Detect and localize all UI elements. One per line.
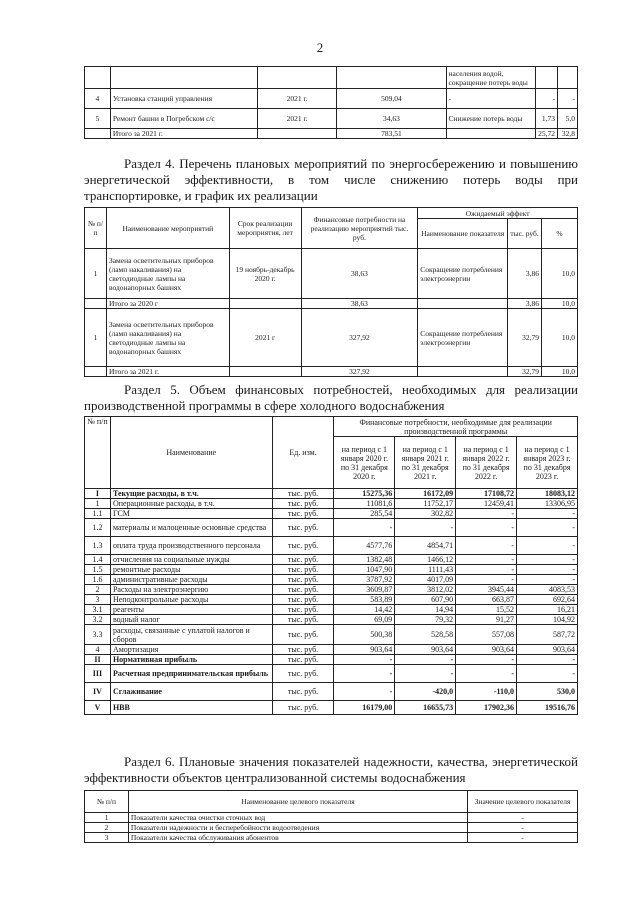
cell-unit: тыс. руб.: [272, 509, 334, 519]
cell-value-2020: 3609,87: [334, 585, 395, 595]
cell-indicator: -: [446, 89, 536, 109]
cell-value-2023: 692,64: [517, 595, 578, 605]
cell-num: 5: [85, 109, 111, 129]
cell-value-2021: 4854,71: [395, 537, 456, 555]
page-number: 2: [316, 40, 324, 55]
table-row: [85, 665, 578, 683]
section5-title: Раздел 5. Объем финансовых потребностей, необходимых для реализации производственной программы в сфере холодного водоснабжения: [84, 382, 578, 413]
cell-num: 4: [85, 89, 111, 109]
table-row: [85, 489, 578, 499]
col-p2: на период с 1 января 2021 г. по 31 декабря 2021 г.: [395, 437, 456, 489]
cell-value-2022: -: [456, 575, 517, 585]
cell-value-2023: 19516,76: [517, 701, 578, 715]
cell-value-2021: 16655,73: [395, 701, 456, 715]
cell-num: 1.2: [85, 519, 111, 537]
table-row: [85, 519, 578, 537]
cell-value-2022: 91,27: [456, 615, 517, 625]
table-row: [85, 585, 578, 595]
cell-value-2023: -: [517, 655, 578, 665]
cell-unit: тыс. руб.: [272, 585, 334, 595]
cell-cost: 38,63: [301, 299, 418, 309]
cell-name: Операционные расходы, в т.ч.: [110, 499, 272, 509]
cell-value-2023: 104,92: [517, 615, 578, 625]
section6-title: Раздел 6. Плановые значения показателей надежности, качества, энергетической эффективности объектов централизованной системы водоснабжения: [84, 754, 578, 785]
cell-indicator: [446, 129, 536, 139]
cell-unit: тыс. руб.: [272, 615, 334, 625]
cell-period: 2021 г: [229, 309, 301, 367]
cell-value-2020: 11081,6: [334, 499, 395, 509]
cell-value-2021: 4017,09: [395, 575, 456, 585]
cell-value-2022: 17902,36: [456, 701, 517, 715]
cell-indicator: Снижение потерь воды: [446, 109, 536, 129]
cell-indicator: [418, 299, 508, 309]
col-group: Финансовые потребности, необходимые для реализации производственной программы: [334, 417, 578, 437]
col-unit: тыс. руб.: [508, 219, 542, 249]
col-effect: Ожидаемый эффект: [418, 208, 578, 219]
cell-unit: тыс. руб.: [272, 555, 334, 565]
cell-value-2021: 79,32: [395, 615, 456, 625]
table-section6: [84, 790, 578, 843]
cell-name: отчисления на социальные нужды: [110, 555, 272, 565]
cell-num: 3.3: [85, 625, 111, 645]
cell-name: материалы и малоценные основные средства: [110, 519, 272, 537]
cell-unit: тыс. руб.: [272, 575, 334, 585]
table-section5: [84, 416, 578, 715]
cell-name: [110, 67, 257, 89]
col-p1: на период с 1 января 2020 г. по 31 декабря 2020 г.: [334, 437, 395, 489]
cell-num: [85, 129, 111, 139]
cell-pct: 10,0: [542, 309, 578, 367]
table-row: [85, 89, 578, 109]
cell-unit: тыс. руб.: [272, 655, 334, 665]
col-value: Значение целевого показателя: [468, 791, 578, 813]
table-row: [85, 565, 578, 575]
cell-name: водный налог: [110, 615, 272, 625]
cell-num: [85, 367, 107, 377]
cell-indicator: населения водой, сокращение потерь воды: [446, 67, 536, 89]
cell-unit: тыс. руб.: [272, 605, 334, 615]
table-row: [85, 823, 578, 833]
cell-num: V: [85, 701, 111, 715]
cell-value-2023: -: [517, 519, 578, 537]
cell-value-2023: -: [517, 537, 578, 555]
table-row: [85, 701, 578, 715]
table-row: [85, 509, 578, 519]
cell-name: Расчетная предпринимательская прибыль: [110, 665, 272, 683]
cell-value-2021: 14,94: [395, 605, 456, 615]
cell-pct: 10,0: [542, 367, 578, 377]
cell-name: Неподконтрольные расходы: [110, 595, 272, 605]
cell-value-2022: 3945,44: [456, 585, 517, 595]
col-p3: на период с 1 января 2022 г. по 31 декабря 2022 г.: [456, 437, 517, 489]
cell-pct: 10,0: [542, 299, 578, 309]
cell-num: IV: [85, 683, 111, 701]
table-row: [85, 109, 578, 129]
cell-name: Сглаживание: [110, 683, 272, 701]
cell-pct: -: [557, 89, 577, 109]
cell-value-2022: 557,08: [456, 625, 517, 645]
cell-value: -: [468, 813, 578, 823]
cell-value-2020: 3787,92: [334, 575, 395, 585]
cell-name: Установка станций управления: [110, 89, 257, 109]
cell-num: 2: [85, 823, 129, 833]
cell-value-2020: -: [334, 655, 395, 665]
cell-unit: тыс. руб.: [272, 519, 334, 537]
cell-value-2022: -: [456, 565, 517, 575]
cell-value-2023: 587,72: [517, 625, 578, 645]
cell-value-2020: 1047,90: [334, 565, 395, 575]
cell-name: Нормативная прибыль: [110, 655, 272, 665]
table-row: [85, 299, 578, 309]
cell-value-2020: 903,64: [334, 645, 395, 655]
cell-value-2020: 285,54: [334, 509, 395, 519]
cell-value-2022: -110,0: [456, 683, 517, 701]
cell-unit: тыс. руб.: [272, 489, 334, 499]
col-pct: %: [542, 219, 578, 249]
cell-value-2022: 17108,72: [456, 489, 517, 499]
cell-num: III: [85, 665, 111, 683]
cell-value-2021: 903,64: [395, 645, 456, 655]
cell-period: 2021 г.: [257, 89, 336, 109]
cell-pct: [557, 67, 577, 89]
cell-value-2023: -: [517, 509, 578, 519]
cell-num: 1.4: [85, 555, 111, 565]
cell-indicator: Сокращение потребления электроэнергии: [418, 309, 508, 367]
cell-unit: -: [536, 89, 558, 109]
cell-value-2021: 3812,02: [395, 585, 456, 595]
col-name: Наименование целевого показателя: [128, 791, 467, 813]
table-row: [85, 625, 578, 645]
cell-value-2023: 18083,12: [517, 489, 578, 499]
table-row: [85, 555, 578, 565]
cell-unit: тыс. руб.: [272, 625, 334, 645]
cell-value-2022: -: [456, 537, 517, 555]
cell-num: 3: [85, 833, 129, 843]
cell-value-2023: 4083,53: [517, 585, 578, 595]
cell-num: 1: [85, 499, 111, 509]
cell-num: 4: [85, 645, 111, 655]
table-row: [85, 683, 578, 701]
cell-name: Итого за 2021 г.: [110, 129, 257, 139]
cell-value-2020: 500,38: [334, 625, 395, 645]
table-row: [85, 129, 578, 139]
table-row: [85, 655, 578, 665]
table-row: [85, 499, 578, 509]
cell-num: 1.3: [85, 537, 111, 555]
cell-unit: тыс. руб.: [272, 665, 334, 683]
cell-period: [229, 299, 301, 309]
cell-name: Амортизация: [110, 645, 272, 655]
table-row: [85, 537, 578, 555]
cell-value-2022: -: [456, 509, 517, 519]
cell-value-2022: 903,64: [456, 645, 517, 655]
cell-value-2023: 903,64: [517, 645, 578, 655]
cell-value-2020: 15275,36: [334, 489, 395, 499]
cell-value-2020: 69,09: [334, 615, 395, 625]
cell-value-2020: -: [334, 683, 395, 701]
cell-value-2022: -: [456, 665, 517, 683]
col-num: № п/п: [85, 791, 129, 813]
cell-value-2022: 15,52: [456, 605, 517, 615]
table-top: [84, 66, 578, 139]
cell-name: Показатели надежности и бесперебойности водоотведения: [128, 823, 467, 833]
cell-name: оплата труда производственного персонала: [110, 537, 272, 555]
cell-num: 1.6: [85, 575, 111, 585]
cell-value-2020: -: [334, 665, 395, 683]
col-unit: Ед. изм.: [272, 417, 334, 489]
cell-name: Ремонт башни в Погребском с/с: [110, 109, 257, 129]
cell-unit: тыс. руб.: [272, 701, 334, 715]
col-period: Срок реализации мероприятия, лет: [229, 208, 301, 249]
table-section4: [84, 207, 578, 377]
cell-name: Показатели качества обслуживания абонентов: [128, 833, 467, 843]
cell-name: ГСМ: [110, 509, 272, 519]
cell-value: -: [468, 823, 578, 833]
cell-num: 1: [85, 309, 107, 367]
cell-num: [85, 67, 111, 89]
cell-name: Текущие расходы, в т.ч.: [110, 489, 272, 499]
col-cost: Финансовые потребности на реализацию мероприятий тыс. руб.: [301, 208, 418, 249]
cell-value-2021: -420,0: [395, 683, 456, 701]
cell-value-2020: 583,89: [334, 595, 395, 605]
cell-pct: 10,0: [542, 249, 578, 299]
cell-value-2020: -: [334, 519, 395, 537]
cell-unit: тыс. руб.: [272, 683, 334, 701]
table-row: [85, 833, 578, 843]
cell-unit: 3,86: [508, 249, 542, 299]
cell-unit: тыс. руб.: [272, 537, 334, 555]
cell-cost: 783,51: [337, 129, 446, 139]
cell-name: административные расходы: [110, 575, 272, 585]
cell-value-2022: -: [456, 655, 517, 665]
cell-num: 1: [85, 249, 107, 299]
table-row: [85, 813, 578, 823]
cell-name: ремонтные расходы: [110, 565, 272, 575]
cell-value-2020: 16179,00: [334, 701, 395, 715]
cell-value-2023: -: [517, 665, 578, 683]
table-row: [85, 309, 578, 367]
cell-unit: 1,73: [536, 109, 558, 129]
cell-value-2021: 528,58: [395, 625, 456, 645]
cell-pct: 32,8: [557, 129, 577, 139]
cell-num: 3: [85, 595, 111, 605]
cell-value-2021: 607,90: [395, 595, 456, 605]
cell-unit: 3,86: [508, 299, 542, 309]
cell-unit: тыс. руб.: [272, 499, 334, 509]
cell-value-2022: -: [456, 555, 517, 565]
cell-value-2021: 302,82: [395, 509, 456, 519]
cell-indicator: [418, 367, 508, 377]
cell-value-2020: 1382,48: [334, 555, 395, 565]
cell-name: Замена осветительных приборов (ламп накаливания) на светодиодные лампы на водонапорных башнях: [106, 309, 229, 367]
cell-period: [257, 129, 336, 139]
table-row: [85, 67, 578, 89]
cell-value-2021: 1111,43: [395, 565, 456, 575]
cell-cost: [337, 67, 446, 89]
table-row: [85, 605, 578, 615]
cell-name: Замена осветительных приборов (ламп накаливания) на светодиодные лампы на водонапорных башнях: [106, 249, 229, 299]
cell-cost: 34,63: [337, 109, 446, 129]
cell-name: Расходы на электроэнергию: [110, 585, 272, 595]
cell-num: I: [85, 489, 111, 499]
cell-value-2021: -: [395, 519, 456, 537]
cell-unit: 32,79: [508, 367, 542, 377]
cell-value-2020: 14,42: [334, 605, 395, 615]
cell-period: 19 ноябрь-декабрь 2020 г.: [229, 249, 301, 299]
cell-value-2023: -: [517, 555, 578, 565]
table-row: [85, 575, 578, 585]
cell-num: [85, 299, 107, 309]
cell-value-2023: -: [517, 575, 578, 585]
col-num: № п/п: [85, 417, 111, 489]
cell-num: 1.5: [85, 565, 111, 575]
cell-num: 3.2: [85, 615, 111, 625]
cell-pct: 5,0: [557, 109, 577, 129]
cell-value-2022: 663,87: [456, 595, 517, 605]
cell-name: расходы, связанные с уплатой налогов и сборов: [110, 625, 272, 645]
cell-value-2023: -: [517, 565, 578, 575]
table-row: [85, 249, 578, 299]
table-row: [85, 615, 578, 625]
cell-value-2023: 530,0: [517, 683, 578, 701]
cell-unit: 25,72: [536, 129, 558, 139]
cell-cost: 509,04: [337, 89, 446, 109]
col-num: № п/ п: [85, 208, 107, 249]
table-row: [85, 595, 578, 605]
cell-num: 1: [85, 813, 129, 823]
cell-unit: [536, 67, 558, 89]
table-row: [85, 367, 578, 377]
cell-value-2021: -: [395, 655, 456, 665]
cell-value-2022: 12459,41: [456, 499, 517, 509]
table-row: [85, 645, 578, 655]
cell-cost: 327,92: [301, 367, 418, 377]
cell-name: Показатели качества очистки сточных вод: [128, 813, 467, 823]
cell-value-2021: -: [395, 665, 456, 683]
col-indicator: Наименование показателя: [418, 219, 508, 249]
col-name: Наименование: [110, 417, 272, 489]
cell-cost: 327,92: [301, 309, 418, 367]
cell-value-2023: 13306,95: [517, 499, 578, 509]
cell-unit: тыс. руб.: [272, 565, 334, 575]
section4-title: Раздел 4. Перечень плановых мероприятий по энергосбережению и повышению энергетической эффективности, в том числе снижению потерь воды при транспортировке, и график их реализации: [84, 156, 578, 203]
cell-name: реагенты: [110, 605, 272, 615]
cell-num: II: [85, 655, 111, 665]
cell-unit: тыс. руб.: [272, 645, 334, 655]
cell-num: 1.1: [85, 509, 111, 519]
cell-indicator: Сокращение потребления электроэнергии: [418, 249, 508, 299]
cell-name: Итого за 2021 г.: [106, 367, 229, 377]
col-p4: на период с 1 января 2023 г. по 31 декабря 2023 г.: [517, 437, 578, 489]
cell-num: 2: [85, 585, 111, 595]
col-name: Наименование мероприятий: [106, 208, 229, 249]
cell-period: [257, 67, 336, 89]
cell-value-2020: 4577,76: [334, 537, 395, 555]
cell-period: 2021 г.: [257, 109, 336, 129]
cell-num: 3.1: [85, 605, 111, 615]
cell-value-2021: 11752,17: [395, 499, 456, 509]
cell-unit: тыс. руб.: [272, 595, 334, 605]
cell-name: Итого за 2020 г: [106, 299, 229, 309]
cell-period: [229, 367, 301, 377]
cell-value-2022: -: [456, 519, 517, 537]
cell-value: -: [468, 833, 578, 843]
cell-value-2021: 1466,12: [395, 555, 456, 565]
cell-cost: 38,63: [301, 249, 418, 299]
cell-name: НВВ: [110, 701, 272, 715]
cell-value-2021: 16172,09: [395, 489, 456, 499]
cell-value-2023: 16,21: [517, 605, 578, 615]
cell-unit: 32,79: [508, 309, 542, 367]
